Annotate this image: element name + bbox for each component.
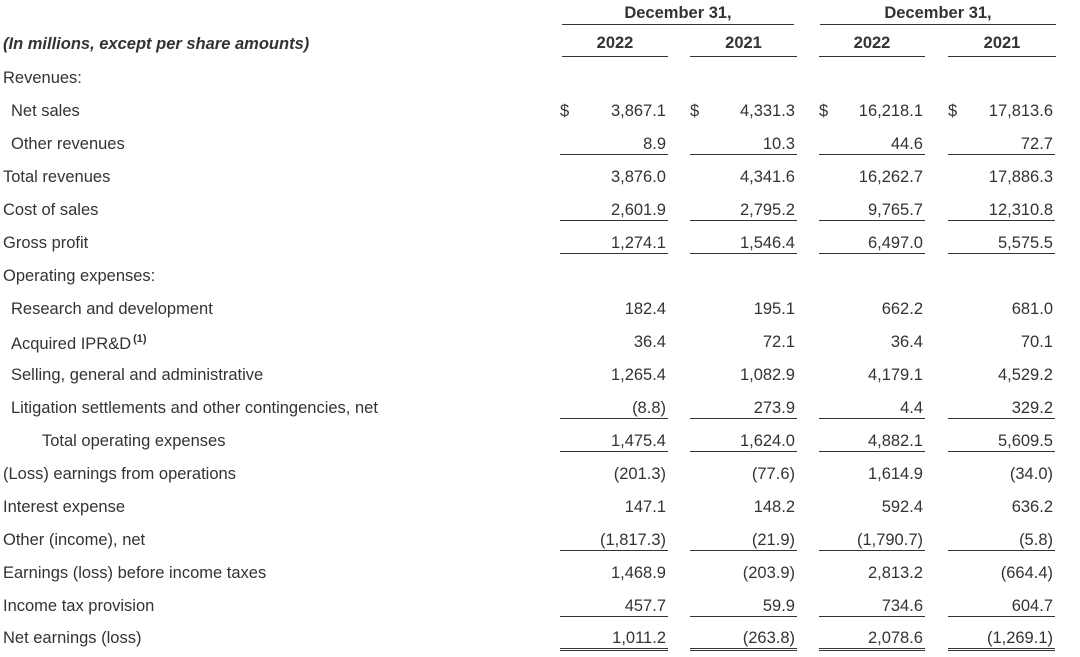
- row-label: Net earnings (loss): [3, 629, 142, 647]
- value: 1,082.9: [739, 366, 795, 384]
- value: 4,529.2: [997, 366, 1053, 384]
- value-cell: [948, 491, 1055, 517]
- value: 16,218.1: [858, 102, 923, 120]
- value-cell: [560, 95, 668, 121]
- table-row-acquired-iprd: [0, 326, 1080, 359]
- value-cell: [819, 590, 925, 617]
- value: 9,765.7: [867, 201, 923, 219]
- dollar-sign: $: [690, 102, 700, 120]
- table-row-gross-profit: [0, 227, 1080, 260]
- value-cell: [819, 326, 925, 352]
- value-cell: [690, 392, 797, 419]
- value: 1,475.4: [610, 432, 666, 450]
- value-cell: [819, 491, 925, 517]
- row-label: Research and development: [11, 300, 213, 318]
- value-cell: [560, 227, 668, 254]
- value-cell: [948, 425, 1055, 452]
- units-caption: (In millions, except per share amounts): [3, 35, 310, 53]
- value-cell: [948, 128, 1055, 155]
- value: 12,310.8: [988, 201, 1053, 219]
- value-cell: [948, 326, 1055, 352]
- value-cell: [819, 227, 925, 254]
- dollar-sign: $: [560, 102, 570, 120]
- value-cell: [560, 622, 668, 651]
- value: 273.9: [753, 399, 795, 417]
- table-row-other-revenues: [0, 128, 1080, 161]
- row-label: Other revenues: [11, 135, 125, 153]
- value: (203.9): [742, 564, 795, 582]
- value-cell: [560, 524, 668, 551]
- value: 182.4: [624, 300, 666, 318]
- value-cell: [690, 425, 797, 452]
- value-cell: [690, 95, 797, 121]
- row-label: Acquired IPR&D: [11, 335, 132, 353]
- value-cell: [690, 491, 797, 517]
- value: 59.9: [762, 597, 795, 615]
- value: 681.0: [1011, 300, 1053, 318]
- value-cell: [560, 161, 668, 187]
- row-label: Interest expense: [3, 498, 125, 516]
- year-header-1: 2022: [562, 34, 668, 57]
- value-cell: [560, 359, 668, 385]
- value: 148.2: [753, 498, 795, 516]
- value-cell: [560, 491, 668, 517]
- value: 1,546.4: [739, 234, 795, 252]
- value-cell: [948, 590, 1055, 617]
- value: 10.3: [762, 135, 795, 153]
- value: 604.7: [1011, 597, 1053, 615]
- value-cell: [948, 95, 1055, 121]
- value: 16,262.7: [858, 168, 923, 186]
- value: (201.3): [613, 465, 666, 483]
- row-label: Litigation settlements and other contingencies, net: [11, 399, 378, 417]
- table-row-loss-earnings-operations: [0, 458, 1080, 491]
- value-cell: [690, 293, 797, 319]
- row-label: Other (income), net: [3, 531, 146, 549]
- value: 17,813.6: [988, 102, 1053, 120]
- value-cell: [690, 128, 797, 155]
- value-cell: [690, 458, 797, 484]
- row-label: Selling, general and administrative: [11, 366, 264, 384]
- value: 2,813.2: [867, 564, 923, 582]
- value: 3,876.0: [610, 168, 666, 186]
- value: 662.2: [881, 300, 923, 318]
- value: 36.4: [890, 333, 923, 351]
- row-label: (Loss) earnings from operations: [3, 465, 236, 483]
- row-label: Cost of sales: [3, 201, 99, 219]
- value: 4.4: [900, 399, 923, 417]
- value: (34.0): [1009, 465, 1053, 483]
- value-cell: [560, 557, 668, 583]
- table-row-net-earnings: [0, 622, 1080, 655]
- value: 195.1: [753, 300, 795, 318]
- value: 5,575.5: [997, 234, 1053, 252]
- row-label: Earnings (loss) before income taxes: [3, 564, 267, 582]
- value-cell: [690, 359, 797, 385]
- table-row-total-revenues: [0, 161, 1080, 194]
- table-row-interest-expense: [0, 491, 1080, 524]
- value: 1,624.0: [739, 432, 795, 450]
- value-cell: [690, 194, 797, 221]
- value-cell: [819, 425, 925, 452]
- value-cell: [948, 392, 1055, 419]
- value: 1,468.9: [610, 564, 666, 582]
- value: (77.6): [751, 465, 795, 483]
- value-cell: [948, 293, 1055, 319]
- value-cell: [690, 161, 797, 187]
- value: (263.8): [742, 629, 795, 647]
- value-cell: [819, 95, 925, 121]
- value-cell: [819, 128, 925, 155]
- value-cell: [560, 194, 668, 221]
- value-cell: [560, 293, 668, 319]
- value-cell: [560, 590, 668, 617]
- value-cell: [560, 326, 668, 352]
- table-row-cost-of-sales: [0, 194, 1080, 227]
- value: (21.9): [751, 531, 795, 549]
- value-cell: [948, 458, 1055, 484]
- value: 147.1: [624, 498, 666, 516]
- value: 2,078.6: [867, 629, 923, 647]
- value: 6,497.0: [867, 234, 923, 252]
- value-cell: [819, 622, 925, 651]
- column-group-header-1: December 31,: [562, 4, 794, 25]
- value: 5,609.5: [997, 432, 1053, 450]
- value-cell: [819, 458, 925, 484]
- value: 1,265.4: [610, 366, 666, 384]
- value-cell: [690, 227, 797, 254]
- value: 72.1: [762, 333, 795, 351]
- row-label: Gross profit: [3, 234, 89, 252]
- value-cell: [690, 326, 797, 352]
- value: 2,795.2: [739, 201, 795, 219]
- value-cell: [948, 227, 1055, 254]
- table-row-research-development: [0, 293, 1080, 326]
- value: 4,331.3: [739, 102, 795, 120]
- value: 1,011.2: [612, 629, 666, 647]
- value-cell: [690, 524, 797, 551]
- value: 72.7: [1020, 135, 1053, 153]
- value-cell: [948, 194, 1055, 221]
- value: (5.8): [1019, 531, 1053, 549]
- dollar-sign: $: [948, 102, 958, 120]
- value-cell: [690, 622, 797, 651]
- value: 17,886.3: [988, 168, 1053, 186]
- value-cell: [819, 161, 925, 187]
- year-header-2: 2021: [690, 34, 797, 57]
- footnote-marker: (1): [133, 333, 147, 345]
- table-row-operating-expenses-heading: [0, 260, 1080, 293]
- value: 36.4: [633, 333, 666, 351]
- value: 44.6: [890, 135, 923, 153]
- value-cell: [690, 590, 797, 617]
- value: 734.6: [881, 597, 923, 615]
- value-cell: [560, 128, 668, 155]
- value-cell: [560, 425, 668, 452]
- row-label: Net sales: [11, 102, 80, 120]
- value-cell: [819, 194, 925, 221]
- year-header-3: 2022: [819, 34, 925, 57]
- table-row-earnings-before-taxes: [0, 557, 1080, 590]
- table-row-income-tax-provision: [0, 590, 1080, 623]
- table-row-litigation: [0, 392, 1080, 425]
- table-row-revenues-heading: [0, 62, 1080, 95]
- table-row-sga: [0, 359, 1080, 392]
- value: 2,601.9: [610, 201, 666, 219]
- value: 329.2: [1011, 399, 1053, 417]
- value: (8.8): [632, 399, 666, 417]
- value-cell: [819, 359, 925, 385]
- value: 3,867.1: [610, 102, 666, 120]
- value-cell: [690, 557, 797, 583]
- value-cell: [560, 458, 668, 484]
- year-header-4: 2021: [948, 34, 1056, 57]
- row-label: Total operating expenses: [42, 432, 226, 450]
- value: 4,179.1: [867, 366, 923, 384]
- value: 636.2: [1011, 498, 1053, 516]
- value-cell: [819, 524, 925, 551]
- value-cell: [948, 622, 1055, 651]
- column-group-header-2: December 31,: [820, 4, 1056, 25]
- value: 70.1: [1020, 333, 1053, 351]
- value-cell: [948, 359, 1055, 385]
- row-label: Total revenues: [3, 168, 111, 186]
- value: (1,269.1): [986, 629, 1053, 647]
- row-label: Income tax provision: [3, 597, 155, 615]
- value-cell: [948, 557, 1055, 583]
- dollar-sign: $: [819, 102, 829, 120]
- value: 4,882.1: [867, 432, 923, 450]
- value-cell: [948, 161, 1055, 187]
- value: 1,274.1: [610, 234, 666, 252]
- value: 592.4: [881, 498, 923, 516]
- table-row-total-operating-expenses: [0, 425, 1080, 458]
- row-label: Operating expenses:: [3, 267, 156, 285]
- value-cell: [819, 293, 925, 319]
- row-label-wrapper: [11, 333, 147, 354]
- value: 1,614.9: [867, 465, 923, 483]
- value: (1,817.3): [599, 531, 666, 549]
- value: 457.7: [624, 597, 666, 615]
- row-label: Revenues:: [3, 69, 82, 87]
- table-row-net-sales: [0, 95, 1080, 128]
- value: 8.9: [643, 135, 666, 153]
- value: (664.4): [1000, 564, 1053, 582]
- value-cell: [948, 524, 1055, 551]
- value-cell: [819, 392, 925, 419]
- value: 4,341.6: [739, 168, 795, 186]
- value-cell: [560, 392, 668, 419]
- value-cell: [819, 557, 925, 583]
- value: (1,790.7): [856, 531, 923, 549]
- table-row-other-income: [0, 524, 1080, 557]
